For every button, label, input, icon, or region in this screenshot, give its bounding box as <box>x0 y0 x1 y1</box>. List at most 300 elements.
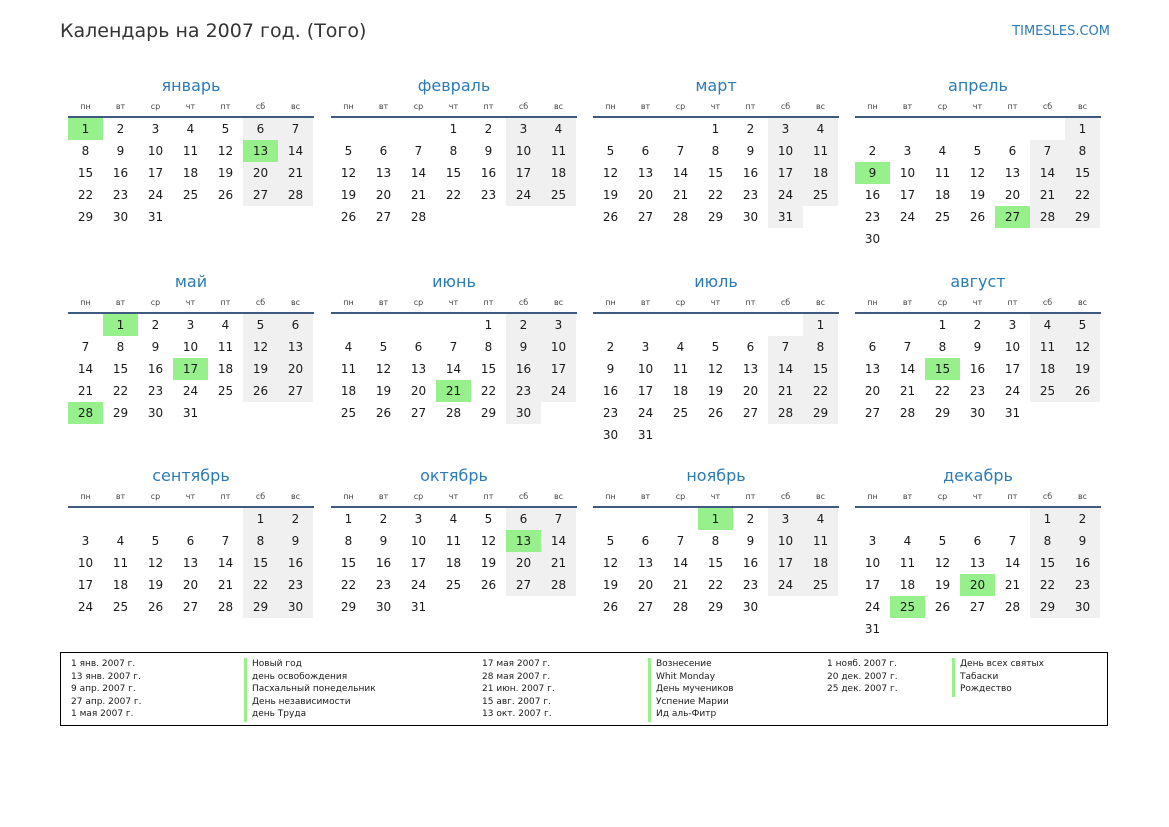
day-cell: 18 <box>182 166 199 180</box>
holiday-name: Пасхальный понедельник <box>252 684 376 695</box>
weekday-label: ср <box>413 298 424 307</box>
day-cell: 28 <box>672 600 689 614</box>
weekday-label: ср <box>675 298 686 307</box>
empty-cell <box>925 508 960 530</box>
day-cell: 3 <box>903 144 912 158</box>
holiday-date: 1 мая 2007 г. <box>71 709 134 720</box>
day-cell: 21 <box>672 188 689 202</box>
weekday-label: пт <box>1007 102 1018 111</box>
day-cell: 24 <box>768 574 803 596</box>
day-cell: 14 <box>672 166 689 180</box>
empty-cell <box>663 118 698 140</box>
day-cell: 15 <box>445 166 462 180</box>
day-cell: 12 <box>969 166 986 180</box>
day-cell: 4 <box>221 318 230 332</box>
day-cell: 28 <box>899 406 916 420</box>
day-cell: 27 <box>969 600 986 614</box>
day-cell: 19 <box>602 188 619 202</box>
day-cell: 4 <box>116 534 125 548</box>
day-cell: 7 <box>81 340 90 354</box>
holiday-name: День всех святых <box>960 659 1044 669</box>
weekday-label: вс <box>290 298 301 307</box>
day-cell: 19 <box>340 188 357 202</box>
weekday-label: чт <box>710 492 721 501</box>
day-cell: 21 <box>1030 184 1065 206</box>
day-cell: 29 <box>803 402 838 424</box>
day-cell: 9 <box>278 530 313 552</box>
weekday-label: чт <box>710 102 721 111</box>
weekday-header <box>331 98 577 118</box>
month-block <box>855 464 1101 640</box>
day-cell: 14 <box>410 166 427 180</box>
empty-cell <box>890 508 925 530</box>
day-cell: 5 <box>973 144 982 158</box>
weekday-label: пт <box>483 492 494 501</box>
legend-name-column <box>656 658 734 721</box>
day-cell: 26 <box>375 406 392 420</box>
day-cell: 8 <box>243 530 278 552</box>
day-grid <box>593 118 839 228</box>
day-cell: 17 <box>864 578 881 592</box>
day-cell: 25 <box>803 574 838 596</box>
day-cell: 1 <box>938 318 947 332</box>
day-cell: 2 <box>151 318 160 332</box>
day-cell: 25 <box>803 184 838 206</box>
page-title: Календарь на 2007 год. (Того) <box>60 20 367 42</box>
holiday-date: 25 дек. 2007 г. <box>827 684 898 695</box>
day-cell: 18 <box>899 578 916 592</box>
day-cell: 17 <box>1004 362 1021 376</box>
day-cell: 30 <box>506 402 541 424</box>
day-cell: 19 <box>217 166 234 180</box>
day-cell: 21 <box>217 578 234 592</box>
day-cell: 6 <box>1008 144 1017 158</box>
weekday-label: чт <box>448 492 459 501</box>
day-cell: 5 <box>711 340 720 354</box>
day-cell: 2 <box>116 122 125 136</box>
day-cell: 21 <box>410 188 427 202</box>
day-cell: 28 <box>278 184 313 206</box>
weekday-label: пн <box>80 102 91 111</box>
weekday-label: сб <box>1042 492 1053 501</box>
day-cell: 30 <box>742 210 759 224</box>
weekday-label: сб <box>255 492 266 501</box>
holiday-date: 17 мая 2007 г. <box>482 659 551 669</box>
day-cell: 26 <box>480 578 497 592</box>
empty-cell <box>733 314 768 336</box>
day-cell: 26 <box>340 210 357 224</box>
day-grid <box>855 118 1101 250</box>
holiday-date: 9 апр. 2007 г. <box>71 684 136 695</box>
day-cell: 22 <box>243 574 278 596</box>
day-cell: 12 <box>217 144 234 158</box>
weekday-label: вс <box>290 492 301 501</box>
day-cell: 7 <box>541 508 576 530</box>
day-cell: 24 <box>899 210 916 224</box>
day-cell: 4 <box>676 340 685 354</box>
day-cell-holiday: 15 <box>925 358 960 380</box>
day-cell: 5 <box>379 340 388 354</box>
day-cell: 11 <box>672 362 689 376</box>
weekday-label: пн <box>343 492 354 501</box>
weekday-label: вс <box>815 298 826 307</box>
day-cell: 22 <box>1065 184 1100 206</box>
day-cell: 2 <box>868 144 877 158</box>
day-grid <box>593 508 839 618</box>
weekday-header <box>855 294 1101 314</box>
weekday-label: чт <box>972 102 983 111</box>
empty-cell <box>401 314 436 336</box>
weekday-label: ср <box>150 492 161 501</box>
weekday-header <box>331 294 577 314</box>
day-cell-holiday: 28 <box>68 402 103 424</box>
day-cell: 29 <box>77 210 94 224</box>
weekday-label: ср <box>150 298 161 307</box>
day-cell: 8 <box>938 340 947 354</box>
holiday-name: Рождество <box>960 684 1012 695</box>
holiday-date: 1 нояб. 2007 г. <box>827 659 898 669</box>
weekday-label: пн <box>80 492 91 501</box>
day-cell: 23 <box>112 188 129 202</box>
weekday-label: ср <box>413 102 424 111</box>
day-cell: 24 <box>864 600 881 614</box>
weekday-header <box>593 98 839 118</box>
day-cell: 30 <box>864 232 881 246</box>
day-cell: 18 <box>803 552 838 574</box>
day-cell: 16 <box>602 384 619 398</box>
day-cell: 14 <box>445 362 462 376</box>
day-cell: 19 <box>934 578 951 592</box>
day-cell: 29 <box>707 600 724 614</box>
day-cell: 10 <box>637 362 654 376</box>
day-cell: 29 <box>1065 206 1100 228</box>
day-cell: 25 <box>112 600 129 614</box>
day-cell: 10 <box>1004 340 1021 354</box>
day-cell: 22 <box>77 188 94 202</box>
day-cell: 18 <box>340 384 357 398</box>
day-cell: 25 <box>672 406 689 420</box>
day-cell: 31 <box>1004 406 1021 420</box>
day-cell: 9 <box>606 362 615 376</box>
weekday-label: вс <box>1077 492 1088 501</box>
day-cell: 11 <box>1030 336 1065 358</box>
day-cell: 28 <box>768 402 803 424</box>
day-cell: 13 <box>637 556 654 570</box>
weekday-label: пн <box>867 298 878 307</box>
day-cell: 25 <box>182 188 199 202</box>
day-cell: 23 <box>969 384 986 398</box>
day-cell: 11 <box>217 340 234 354</box>
day-cell: 3 <box>506 118 541 140</box>
day-cell: 13 <box>375 166 392 180</box>
month-name: февраль <box>417 76 491 95</box>
day-cell: 29 <box>112 406 129 420</box>
empty-cell <box>401 118 436 140</box>
day-cell: 26 <box>934 600 951 614</box>
weekday-header <box>68 488 314 508</box>
day-cell: 5 <box>606 534 615 548</box>
weekday-label: вт <box>902 102 913 111</box>
day-cell: 12 <box>375 362 392 376</box>
day-cell: 21 <box>278 162 313 184</box>
day-cell: 13 <box>742 362 759 376</box>
empty-cell <box>173 508 208 530</box>
day-cell: 23 <box>506 380 541 402</box>
weekday-label: ср <box>937 298 948 307</box>
weekday-label: сб <box>518 298 529 307</box>
day-cell: 15 <box>707 556 724 570</box>
empty-cell <box>593 508 628 530</box>
day-cell: 7 <box>221 534 230 548</box>
weekday-label: пт <box>1007 492 1018 501</box>
day-cell: 1 <box>1065 118 1100 140</box>
holiday-name: День мучеников <box>656 684 734 695</box>
day-cell: 16 <box>1065 552 1100 574</box>
weekday-label: вс <box>1077 298 1088 307</box>
day-cell: 12 <box>707 362 724 376</box>
weekday-label: вт <box>640 298 651 307</box>
weekday-label: ср <box>675 102 686 111</box>
day-cell: 18 <box>934 188 951 202</box>
day-cell: 13 <box>864 362 881 376</box>
day-cell: 2 <box>746 512 755 526</box>
day-cell: 4 <box>903 534 912 548</box>
day-cell: 8 <box>116 340 125 354</box>
holiday-name: Вознесение <box>656 659 712 669</box>
day-cell: 24 <box>541 380 576 402</box>
day-cell: 21 <box>77 384 94 398</box>
day-cell: 4 <box>1030 314 1065 336</box>
month-name: июнь <box>432 272 476 291</box>
day-cell: 9 <box>506 336 541 358</box>
day-cell: 4 <box>938 144 947 158</box>
day-cell: 17 <box>147 166 164 180</box>
day-cell: 8 <box>344 534 353 548</box>
legend-color-bar <box>648 658 651 722</box>
day-cell: 17 <box>899 188 916 202</box>
day-cell: 2 <box>973 318 982 332</box>
day-cell: 17 <box>768 162 803 184</box>
day-cell: 20 <box>243 162 278 184</box>
weekday-label: вс <box>1077 102 1088 111</box>
empty-cell <box>663 314 698 336</box>
holiday-date: 21 июн. 2007 г. <box>482 684 555 695</box>
day-cell: 10 <box>77 556 94 570</box>
day-cell: 6 <box>746 340 755 354</box>
month-name: апрель <box>948 76 1008 95</box>
weekday-label: пт <box>745 102 756 111</box>
day-cell: 17 <box>541 358 576 380</box>
holiday-date: 28 мая 2007 г. <box>482 671 551 682</box>
day-cell: 10 <box>864 556 881 570</box>
day-cell: 3 <box>1008 318 1017 332</box>
weekday-label: пн <box>605 298 616 307</box>
day-cell-holiday: 17 <box>173 358 208 380</box>
day-cell: 27 <box>637 210 654 224</box>
day-cell: 29 <box>707 210 724 224</box>
empty-cell <box>628 508 663 530</box>
day-cell: 10 <box>899 166 916 180</box>
day-cell: 16 <box>147 362 164 376</box>
legend-date-column <box>827 658 898 696</box>
day-cell: 7 <box>676 144 685 158</box>
day-cell: 16 <box>742 556 759 570</box>
weekday-label: сб <box>518 102 529 111</box>
day-cell: 12 <box>340 166 357 180</box>
day-cell: 1 <box>484 318 493 332</box>
holiday-name: день освобождения <box>252 671 348 682</box>
day-cell: 6 <box>641 144 650 158</box>
day-cell: 3 <box>186 318 195 332</box>
holiday-date: 20 дек. 2007 г. <box>827 671 898 682</box>
weekday-label: пн <box>867 492 878 501</box>
empty-cell <box>208 508 243 530</box>
month-block <box>331 74 577 228</box>
day-cell: 6 <box>868 340 877 354</box>
day-cell: 24 <box>182 384 199 398</box>
day-cell: 10 <box>768 140 803 162</box>
day-cell: 2 <box>484 122 493 136</box>
day-cell: 7 <box>1030 140 1065 162</box>
empty-cell <box>855 314 890 336</box>
day-cell: 19 <box>602 578 619 592</box>
day-cell: 26 <box>243 380 278 402</box>
day-cell: 24 <box>1004 384 1021 398</box>
day-cell: 4 <box>803 118 838 140</box>
month-name: октябрь <box>420 466 488 485</box>
day-cell: 7 <box>676 534 685 548</box>
day-cell: 27 <box>278 380 313 402</box>
holiday-name: День независимости <box>252 696 351 707</box>
weekday-label: чт <box>972 298 983 307</box>
day-cell: 6 <box>973 534 982 548</box>
day-cell: 23 <box>742 578 759 592</box>
day-cell: 8 <box>803 336 838 358</box>
day-cell: 3 <box>768 118 803 140</box>
empty-cell <box>855 118 890 140</box>
day-cell: 17 <box>77 578 94 592</box>
weekday-label: чт <box>185 492 196 501</box>
day-cell: 15 <box>480 362 497 376</box>
day-cell: 28 <box>445 406 462 420</box>
day-cell: 14 <box>217 556 234 570</box>
day-grid <box>593 314 839 446</box>
day-cell: 26 <box>217 188 234 202</box>
day-cell: 8 <box>449 144 458 158</box>
weekday-label: пн <box>80 298 91 307</box>
month-block <box>593 270 839 446</box>
brand-link[interactable]: TIMESLES.COM <box>1012 24 1110 39</box>
day-cell: 7 <box>414 144 423 158</box>
day-cell: 28 <box>672 210 689 224</box>
day-cell: 29 <box>340 600 357 614</box>
day-cell: 3 <box>768 508 803 530</box>
day-cell: 9 <box>151 340 160 354</box>
day-cell: 14 <box>768 358 803 380</box>
weekday-label: сб <box>780 492 791 501</box>
day-cell: 23 <box>1065 574 1100 596</box>
day-cell: 15 <box>243 552 278 574</box>
day-cell: 25 <box>1030 380 1065 402</box>
day-cell: 24 <box>768 184 803 206</box>
day-cell: 22 <box>1030 574 1065 596</box>
holiday-name: Успение Марии <box>656 696 729 707</box>
day-cell: 11 <box>112 556 129 570</box>
day-cell: 3 <box>868 534 877 548</box>
day-cell-holiday: 9 <box>855 162 890 184</box>
weekday-label: чт <box>448 298 459 307</box>
month-block <box>331 464 577 618</box>
weekday-label: вт <box>640 102 651 111</box>
day-cell: 7 <box>1008 534 1017 548</box>
weekday-label: сб <box>518 492 529 501</box>
day-cell: 15 <box>707 166 724 180</box>
day-cell: 11 <box>541 140 576 162</box>
day-cell: 5 <box>606 144 615 158</box>
empty-cell <box>593 314 628 336</box>
day-cell: 8 <box>711 534 720 548</box>
day-cell: 22 <box>707 578 724 592</box>
day-cell: 24 <box>147 188 164 202</box>
day-cell: 22 <box>112 384 129 398</box>
weekday-label: пт <box>483 102 494 111</box>
day-cell: 12 <box>147 556 164 570</box>
day-cell-holiday: 27 <box>995 206 1030 228</box>
day-cell: 10 <box>410 534 427 548</box>
day-cell: 20 <box>506 552 541 574</box>
day-cell: 30 <box>375 600 392 614</box>
weekday-label: чт <box>710 298 721 307</box>
day-cell: 16 <box>506 358 541 380</box>
weekday-label: чт <box>185 298 196 307</box>
month-name: сентябрь <box>152 466 230 485</box>
empty-cell <box>768 314 803 336</box>
day-cell: 18 <box>672 384 689 398</box>
weekday-label: вс <box>553 102 564 111</box>
day-cell: 16 <box>278 552 313 574</box>
day-cell: 7 <box>449 340 458 354</box>
month-name: июль <box>694 272 738 291</box>
day-cell: 21 <box>541 552 576 574</box>
weekday-label: ср <box>675 492 686 501</box>
weekday-label: вс <box>815 492 826 501</box>
empty-cell <box>331 314 366 336</box>
weekday-label: пн <box>343 298 354 307</box>
weekday-label: пн <box>867 102 878 111</box>
day-cell: 23 <box>375 578 392 592</box>
holiday-date: 13 окт. 2007 г. <box>482 709 552 720</box>
month-block <box>855 270 1101 424</box>
day-grid <box>68 508 314 618</box>
legend-color-bar <box>244 658 247 722</box>
weekday-label: вт <box>378 102 389 111</box>
weekday-label: пн <box>605 102 616 111</box>
weekday-label: пт <box>483 298 494 307</box>
day-cell: 14 <box>77 362 94 376</box>
day-cell: 9 <box>484 144 493 158</box>
day-cell-holiday: 1 <box>698 508 733 530</box>
empty-cell <box>855 508 890 530</box>
day-cell: 3 <box>541 314 576 336</box>
day-cell: 15 <box>340 556 357 570</box>
day-cell: 11 <box>803 530 838 552</box>
day-cell: 11 <box>340 362 357 376</box>
day-cell: 27 <box>243 184 278 206</box>
day-cell: 20 <box>410 384 427 398</box>
day-cell: 23 <box>278 574 313 596</box>
day-cell: 21 <box>672 578 689 592</box>
month-name: ноябрь <box>686 466 746 485</box>
